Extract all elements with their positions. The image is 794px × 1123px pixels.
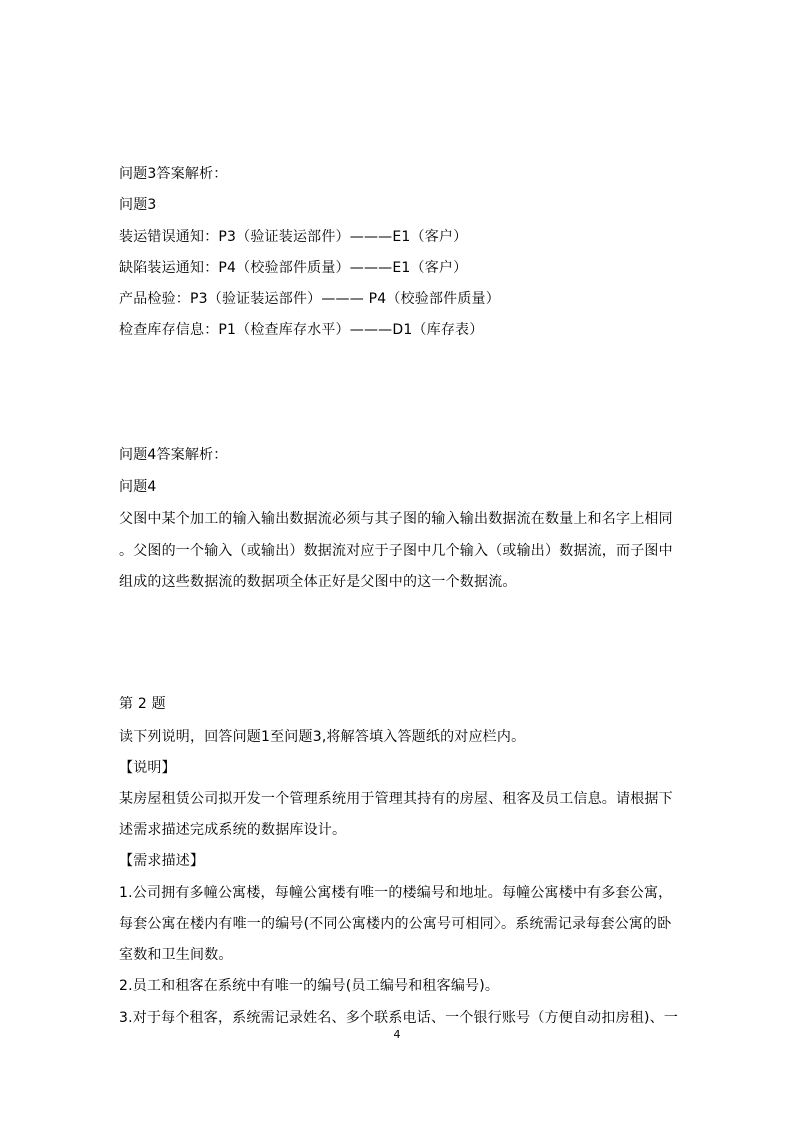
q3-item: 缺陷装运通知：P4（校验部件质量）———E1（客户）: [119, 260, 468, 276]
requirement-line: 每套公寓在楼内有唯一的编号(不同公寓楼内的公寓号可相同〉。系统需记录每套公寓的卧: [119, 916, 672, 932]
description-line: 某房屋租赁公司拟开发一个管理系统用于管理其持有的房屋、租客及员工信息。请根据下: [119, 791, 673, 807]
question-number: 第 2 题: [119, 696, 166, 712]
q4-paragraph-line: 父图中某个加工的输入输出数据流必须与其子图的输入输出数据流在数量上和名字上相同: [119, 511, 673, 527]
requirement-line: 2.员工和租客在系统中有唯一的编号(员工编号和租客编号)。: [119, 978, 500, 994]
q3-title: 问题3: [119, 197, 157, 213]
q4-answer-header: 问题4答案解析：: [119, 447, 228, 463]
requirement-line: 3.对于每个租客，系统需记录姓名、多个联系电话、一个银行账号（方便自动扣房租)、一: [119, 1010, 679, 1026]
q4-title: 问题4: [119, 479, 157, 495]
q3-answer-header: 问题3答案解析：: [119, 166, 228, 182]
question-instruction: 读下列说明，回答问题1至问题3,将解答填入答题纸的对应栏内。: [119, 729, 526, 745]
requirement-line: 室数和卫生间数。: [119, 947, 233, 963]
requirements-heading: 【需求描述】: [119, 853, 205, 869]
q4-paragraph-line: 。父图的一个输入（或输出）数据流对应于子图中几个输入（或输出）数据流，而子图中: [119, 543, 673, 559]
q3-item: 装运错误通知：P3（验证装运部件）———E1（客户）: [119, 229, 468, 245]
q3-item: 产品检验：P3（验证装运部件）——— P4（校验部件质量）: [119, 291, 500, 307]
description-heading: 【说明】: [119, 760, 176, 776]
q3-item: 检查库存信息：P1（检查库存水平）———D1（库存表）: [119, 322, 484, 338]
description-line: 述需求描述完成系统的数据库设计。: [119, 822, 347, 838]
requirement-line: 1.公司拥有多幢公寓楼，每幢公寓楼有唯一的楼编号和地址。每幢公寓楼中有多套公寓，: [119, 885, 673, 901]
page-number: 4: [393, 1028, 401, 1041]
q4-paragraph-line: 组成的这些数据流的数据项全体正好是父图中的这一个数据流。: [119, 574, 517, 590]
